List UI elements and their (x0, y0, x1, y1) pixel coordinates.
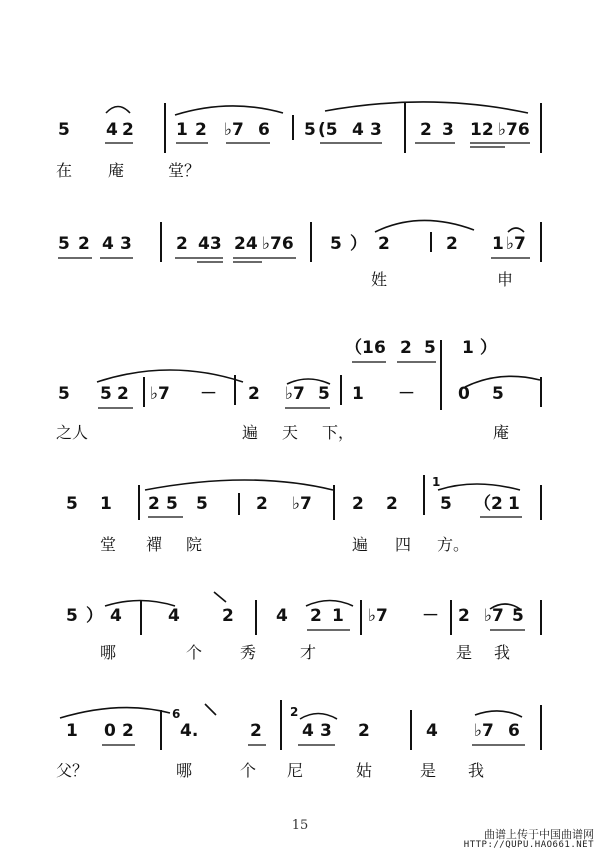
barline (450, 600, 452, 635)
barline (540, 600, 542, 635)
barline (423, 475, 425, 515)
barline (234, 375, 236, 405)
note: 0 (104, 721, 116, 741)
grace-note: 2 (290, 705, 299, 719)
lyric: 我 (494, 643, 511, 662)
note: ♭7 (484, 606, 504, 626)
lyric: 尼 (287, 761, 304, 780)
note: ） (350, 234, 367, 254)
note: － (200, 384, 217, 404)
grace-arrow (214, 592, 226, 602)
barline (143, 377, 145, 407)
note: 2 (420, 120, 432, 140)
note: 6 (508, 721, 520, 741)
note: 2 (400, 338, 412, 358)
grace-note: 6 (172, 707, 181, 721)
note: 5 (304, 120, 316, 140)
lyric: 秀 (240, 643, 257, 662)
barline (540, 222, 542, 262)
lyric: 哪 (100, 643, 117, 662)
barline (540, 485, 542, 520)
barline (238, 493, 240, 515)
barline (540, 103, 542, 153)
note: 2 (386, 494, 398, 514)
note: （2 (474, 494, 503, 514)
lyric: 遍 (242, 423, 259, 442)
note: ♭7 (474, 721, 494, 741)
lyric: 个 (240, 761, 257, 780)
slur (60, 708, 170, 718)
note: 2 (310, 606, 322, 626)
note: 2 (222, 606, 234, 626)
note: 5 (424, 338, 436, 358)
lyric: 堂 (100, 535, 117, 554)
note: 5 (440, 494, 452, 514)
note: 5 (318, 384, 330, 404)
note: 1 (508, 494, 520, 514)
watermark-url: HTTP://QUPU.HAO661.NET (463, 840, 594, 850)
note: 2 (446, 234, 458, 254)
barline (410, 710, 412, 750)
note: 2 (122, 721, 134, 741)
note: 1 (66, 721, 78, 741)
slur (300, 714, 337, 720)
note: 5 (330, 234, 342, 254)
note: 24 (234, 234, 258, 254)
note: （1 (345, 338, 374, 358)
lyric: 遍 (352, 535, 369, 554)
note: 5 (512, 606, 524, 626)
slur (375, 220, 474, 232)
barline (430, 232, 432, 252)
note: － (422, 606, 439, 626)
note: 3 (120, 234, 132, 254)
note: 4 (276, 606, 288, 626)
note: ） (86, 606, 103, 626)
page-number: 15 (291, 818, 309, 833)
note: 3 (320, 721, 332, 741)
barline (310, 222, 312, 262)
note: 2 (358, 721, 370, 741)
note: 5 (492, 384, 504, 404)
note: ） (480, 338, 497, 358)
lyric: 庵 (493, 423, 510, 442)
note: 4 (168, 606, 180, 626)
lyric: 院 (186, 535, 203, 554)
note: － (398, 384, 415, 404)
barline (160, 222, 162, 262)
note: 1 (462, 338, 474, 358)
note: 4 (352, 120, 364, 140)
lyric: 是 (420, 761, 437, 780)
lyric: 之人 (56, 423, 89, 442)
note: 2 (195, 120, 207, 140)
slur (438, 484, 520, 490)
note: ♭7 (285, 384, 305, 404)
note: 2 (352, 494, 364, 514)
note: 4 (110, 606, 122, 626)
note: 43 (198, 234, 222, 254)
note: ♭76 (262, 234, 294, 254)
watermark-title: 曲谱上传于中国曲谱网 (484, 828, 594, 841)
note: 5 (196, 494, 208, 514)
barline (404, 103, 406, 153)
slur (508, 228, 524, 232)
barline (138, 485, 140, 520)
note: 4 (102, 234, 114, 254)
note: 2 (78, 234, 90, 254)
note: 5 (58, 234, 70, 254)
lyric: 父？ (56, 761, 89, 780)
slur (145, 480, 333, 490)
note: 5 (58, 384, 70, 404)
barline (140, 600, 142, 635)
slur (475, 711, 522, 717)
note: 1 (352, 384, 364, 404)
note: ♭7 (292, 494, 312, 514)
note: 1 (332, 606, 344, 626)
note: ♭7 (224, 120, 244, 140)
barline (280, 700, 282, 750)
note: 6 (258, 120, 270, 140)
note: ♭76 (498, 120, 530, 140)
note: 2 (250, 721, 262, 741)
lyric: 方。 (437, 535, 470, 554)
barline (333, 485, 335, 520)
slur (175, 106, 283, 115)
note: 3 (370, 120, 382, 140)
barline (160, 710, 162, 750)
note: 0 (458, 384, 470, 404)
note: ♭7 (368, 606, 388, 626)
lyric: 堂？ (168, 161, 201, 180)
note: 5 (66, 494, 78, 514)
lyric: 个 (186, 643, 203, 662)
note: 12 (470, 120, 494, 140)
note: 2 (248, 384, 260, 404)
lyric: 姑 (356, 761, 373, 780)
lyric: 天 (282, 423, 299, 442)
note: 6 (374, 338, 386, 358)
slur (106, 107, 130, 114)
note: 2 (458, 606, 470, 626)
slur (325, 102, 528, 113)
note: (5 (318, 120, 338, 140)
lyric: 庵 (108, 161, 125, 180)
grace-note: 1 (432, 475, 441, 489)
note: 4 (302, 721, 314, 741)
note: 1 (176, 120, 188, 140)
note: 2 (176, 234, 188, 254)
barline (255, 600, 257, 635)
note: 1 (492, 234, 504, 254)
barline (540, 705, 542, 750)
barline (292, 115, 294, 140)
lyric: 是 (456, 643, 473, 662)
note: 4 (426, 721, 438, 741)
barline (340, 375, 342, 405)
note: 5 (100, 384, 112, 404)
note: 3 (442, 120, 454, 140)
barline (540, 377, 542, 407)
lyric: 下， (322, 423, 355, 442)
barline (360, 600, 362, 635)
note: 4 (106, 120, 118, 140)
note: 2 (148, 494, 160, 514)
slur (97, 370, 243, 382)
lyric: 申 (497, 270, 514, 289)
grace-arrow (205, 704, 216, 715)
note: 5 (58, 120, 70, 140)
lyric: 才 (300, 643, 317, 662)
lyric: 在 (56, 161, 73, 180)
note: 2 (117, 384, 129, 404)
lyric: 哪 (176, 761, 193, 780)
note: 5 (66, 606, 78, 626)
note: 2 (256, 494, 268, 514)
note: ♭7 (150, 384, 170, 404)
barline (440, 340, 442, 410)
lyric: 禪 (146, 535, 163, 554)
note: 1 (100, 494, 112, 514)
note: 4. (180, 721, 199, 741)
note: 2 (122, 120, 134, 140)
barline (164, 103, 166, 153)
note: 2 (378, 234, 390, 254)
lyric: 四 (395, 535, 412, 554)
note: ♭7 (506, 234, 526, 254)
lyric: 我 (468, 761, 485, 780)
lyric: 姓 (371, 270, 388, 289)
note: 5 (166, 494, 178, 514)
